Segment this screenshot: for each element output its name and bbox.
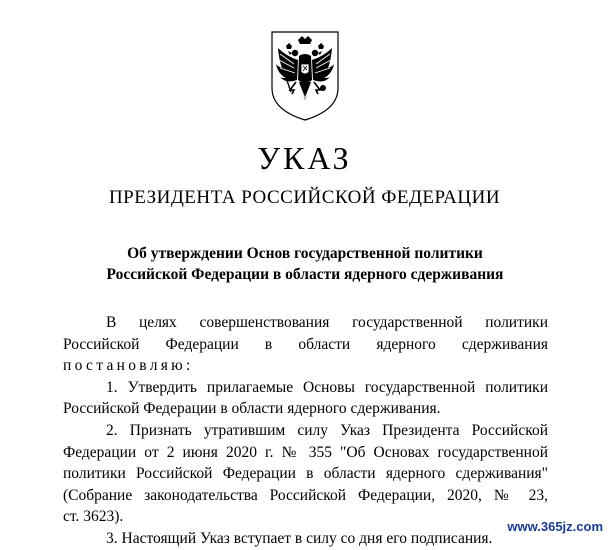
watermark-text: www.365jz.com (503, 519, 603, 534)
item-2-line-4: (Собрание законодательства Российской Федерации, 2020, № 23, (63, 486, 548, 504)
decree-body (63, 312, 548, 550)
heading-line-2: Российской Федерации в области ядерного сдерживания (106, 266, 504, 283)
item-2-line-2: Федерации от 2 июня 2020 г. № 355 "Об Основах государственной (63, 443, 548, 461)
item-1-paragraph (63, 377, 548, 420)
decree-heading (60, 243, 550, 285)
coat-of-arms-icon (268, 28, 342, 122)
item-2-line-5: ст. 3623). (63, 508, 124, 526)
intro-line-2: Российской Федерации в области ядерного сдерживания (63, 335, 548, 353)
item-1-line-2: Российской Федерации в области ядерного сдерживания. (63, 400, 441, 418)
decree-subtitle: ПРЕЗИДЕНТА РОССИЙСКОЙ ФЕДЕРАЦИИ (108, 187, 501, 208)
item-3-paragraph (63, 528, 548, 550)
item-3-line-1: 3. Настоящий Указ вступает в силу со дня его подписания. (106, 529, 493, 547)
item-1-line-1: 1. Утвердить прилагаемые Основы государственной политики (106, 378, 548, 396)
heading-line-1: Об утверждении Основ государственной политики (127, 245, 483, 262)
intro-paragraph (63, 312, 548, 377)
item-2-line-1: 2. Признать утратившим силу Указ Президента Российской (106, 421, 548, 439)
item-2-line-3: политики Российской Федерации в области ядерного сдерживания" (63, 465, 548, 483)
item-2-paragraph (63, 420, 548, 528)
decree-title: УКАЗ (257, 140, 352, 176)
intro-line-3: постановляю: (63, 357, 194, 375)
intro-line-1: В целях совершенствования государственной политики (106, 314, 548, 331)
